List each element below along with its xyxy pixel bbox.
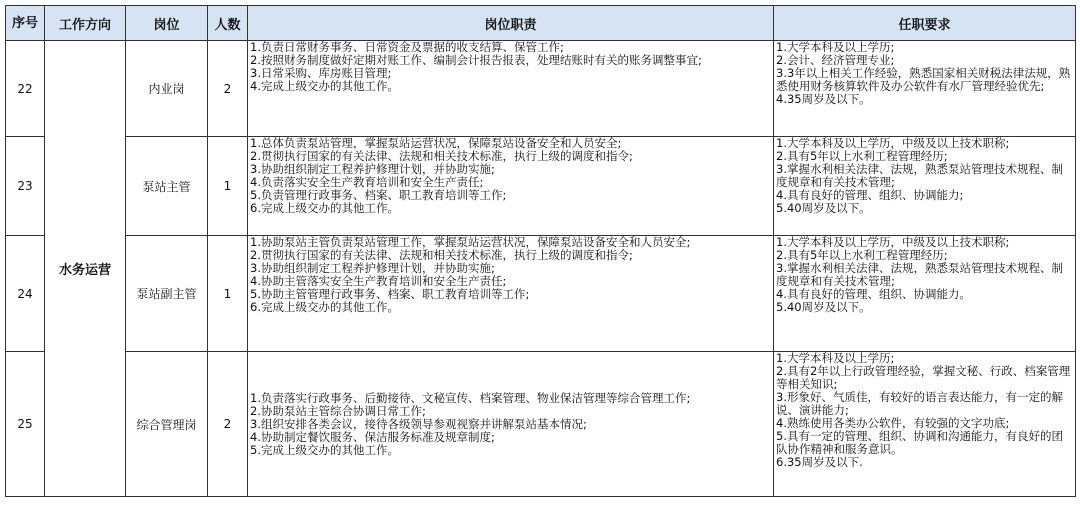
requirement-item: 3.掌握水利相关法律、法规，熟悉泵站管理技术规程、制度规章和有关技术管理; bbox=[776, 162, 1063, 189]
table-row bbox=[6, 41, 1076, 137]
duty-item: 1.负责落实行政事务、后勤接待、文秘宣传、档案管理、物业保洁管理等综合管理工作; bbox=[250, 390, 691, 405]
requirement-item: 4.具有良好的管理、组织、协调能力; bbox=[776, 188, 964, 202]
duty-item: 3.组织安排各类会议，接待各级领导参观视察并讲解泵站基本情况; bbox=[250, 416, 587, 431]
duty-item: 4.完成上级交办的其他工作。 bbox=[250, 79, 399, 93]
seq-cell: 24 bbox=[6, 236, 45, 352]
duty-item: 6.完成上级交办的其他工作。 bbox=[250, 201, 399, 215]
duty-item: 4.协助制定餐饮服务、保洁服务标准及规章制度; bbox=[250, 429, 495, 444]
position-cell: 内业岗 bbox=[126, 41, 208, 137]
seq-cell: 25 bbox=[6, 352, 45, 497]
requirement-item: 5.40周岁及以下。 bbox=[776, 300, 871, 314]
requirements-cell bbox=[774, 137, 1076, 236]
duty-item: 5.负责管理行政事务、档案、职工教育培训等工作; bbox=[250, 188, 507, 202]
duty-item: 4.协助主管落实安全生产教育培训和安全生产责任; bbox=[250, 274, 507, 288]
duty-item: 2.协助泵站主管综合协调日常工作; bbox=[250, 403, 426, 418]
requirement-item: 6.35周岁及以下. bbox=[776, 455, 863, 469]
requirement-item: 4.35周岁及以下。 bbox=[776, 92, 871, 106]
duty-item: 2.贯彻执行国家的有关法律、法规和相关技术标准，执行上级的调度和指令; bbox=[250, 149, 633, 163]
header-duties: 岗位职责 bbox=[248, 6, 774, 41]
duties-cell bbox=[248, 41, 774, 137]
table-row bbox=[6, 352, 1076, 497]
table-row bbox=[6, 137, 1076, 236]
position-cell: 泵站副主管 bbox=[126, 236, 208, 352]
seq-cell: 22 bbox=[6, 41, 45, 137]
header-requirements: 任职要求 bbox=[774, 6, 1076, 41]
requirement-item: 2.具有5年以上水利工程管理经历; bbox=[776, 149, 948, 163]
requirement-item: 1.大学本科及以上学历; bbox=[776, 351, 895, 365]
requirement-item: 1.大学本科及以上学历，中级及以上技术职称; bbox=[776, 136, 1010, 150]
header-position: 岗位 bbox=[126, 6, 208, 41]
header-count: 人数 bbox=[208, 6, 248, 41]
requirements-cell bbox=[774, 41, 1076, 137]
duty-item: 3.协助组织制定工程养护修理计划，并协助实施; bbox=[250, 162, 495, 176]
duty-item: 2.按照财务制度做好定期对账工作、编制会计报告报表，处理结账时有关的账务调整事宜; bbox=[250, 53, 702, 67]
header-row bbox=[6, 6, 1076, 41]
requirement-item: 4.熟练使用各类办公软件，有较强的文字功底; bbox=[776, 416, 1010, 430]
header-direction: 工作方向 bbox=[45, 6, 126, 41]
requirements-cell bbox=[774, 352, 1076, 497]
duty-item: 1.总体负责泵站管理，掌握泵站运营状况，保障泵站设备安全和人员安全; bbox=[250, 136, 622, 150]
requirement-item: 4.具有良好的管理、组织、协调能力。 bbox=[776, 287, 971, 301]
count-cell: 1 bbox=[208, 236, 248, 352]
requirement-item: 2.会计、经济管理专业; bbox=[776, 53, 895, 67]
requirement-item: 5.具有一定的管理、组织、协调和沟通能力，有良好的团队协作精神和服务意识。 bbox=[776, 429, 1063, 456]
requirement-item: 2.具有5年以上水利工程管理经历; bbox=[776, 248, 948, 262]
duty-item: 1.协助泵站主管负责泵站管理工作，掌握泵站运营状况，保障泵站设备安全和人员安全; bbox=[250, 235, 691, 249]
position-cell: 泵站主管 bbox=[126, 137, 208, 236]
position-cell: 综合管理岗 bbox=[126, 352, 208, 497]
header-seq: 序号 bbox=[6, 6, 45, 41]
requirement-item: 3.掌握水利相关法律、法规，熟悉泵站管理技术规程、制度规章和有关技术管理; bbox=[776, 261, 1063, 288]
duties-cell bbox=[248, 137, 774, 236]
requirement-item: 3.3年以上相关工作经验，熟悉国家相关财税法律法规，熟悉使用财务核算软件及办公软件有水厂管理经验优先; bbox=[776, 66, 1071, 93]
requirement-item: 5.40周岁及以下。 bbox=[776, 201, 871, 215]
count-cell: 2 bbox=[208, 352, 248, 497]
seq-cell: 23 bbox=[6, 137, 45, 236]
requirement-item: 1.大学本科及以上学历; bbox=[776, 40, 895, 54]
requirement-item: 2.具有2年以上行政管理经验，掌握文秘、行政、档案管理等相关知识; bbox=[776, 364, 1071, 391]
duty-item: 1.负责日常财务事务、日常资金及票据的收支结算、保管工作; bbox=[250, 40, 564, 54]
requirement-item: 3.形象好、气质佳，有较好的语言表达能力，有一定的解说、演讲能力; bbox=[776, 390, 1063, 417]
duty-item: 2.贯彻执行国家的有关法律、法规和相关技术标准，执行上级的调度和指令; bbox=[250, 248, 633, 262]
duty-item: 3.日常采购、库房账目管理; bbox=[250, 66, 392, 80]
duty-item: 5.完成上级交办的其他工作。 bbox=[250, 442, 399, 457]
requirements-cell bbox=[774, 236, 1076, 352]
duty-item: 3.协助组织制定工程养护修理计划，并协助实施; bbox=[250, 261, 495, 275]
count-cell: 2 bbox=[208, 41, 248, 137]
requirement-item: 1.大学本科及以上学历，中级及以上技术职称; bbox=[776, 235, 1010, 249]
work-direction-cell: 水务运营 bbox=[45, 41, 126, 497]
duty-item: 4.负责落实安全生产教育培训和安全生产责任; bbox=[250, 175, 484, 189]
duty-item: 5.协助主管管理行政事务、档案、职工教育培训等工作; bbox=[250, 287, 530, 301]
table-row bbox=[6, 236, 1076, 352]
duty-item: 6.完成上级交办的其他工作。 bbox=[250, 300, 399, 314]
count-cell: 1 bbox=[208, 137, 248, 236]
job-postings-table bbox=[5, 5, 1076, 497]
duties-cell bbox=[248, 352, 774, 497]
duties-cell bbox=[248, 236, 774, 352]
